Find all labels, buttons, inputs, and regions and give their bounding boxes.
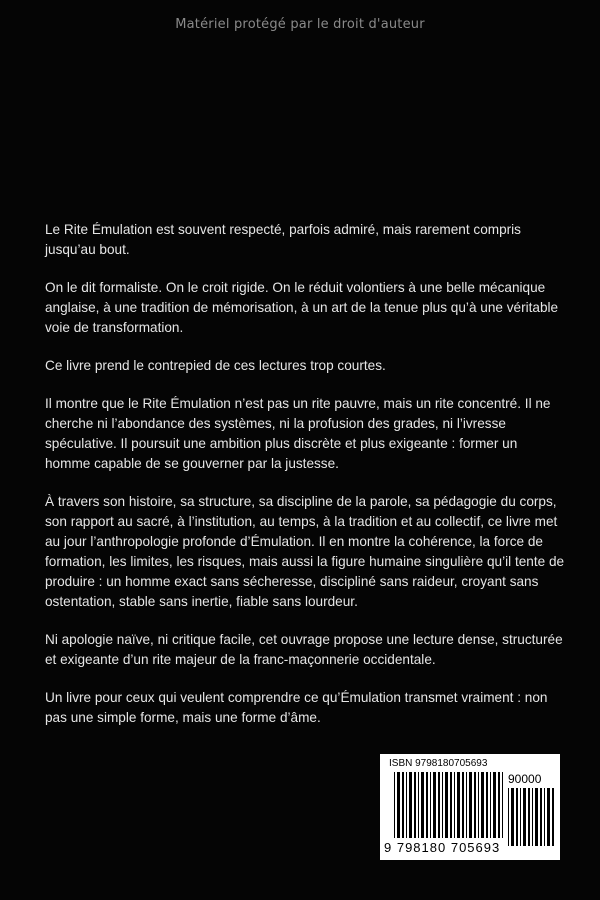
price-code: 90000 <box>508 772 542 786</box>
barcode-bar <box>414 772 416 838</box>
barcode-bar <box>442 772 443 838</box>
blurb-paragraph: À travers son histoire, sa structure, sa discipline de la parole, sa pédagogie du corps, son rapport au sacré, à l’institution, au temps, à la tradition et au collectif, ce livre met au jour l’anthropologie profonde d’Émulation. Il en montre la cohérence, la force de formation, les limites, les risques, mais aussi la figure humaine singulière qu’il tente de produire : un homme exact sans sécheresse, discipliné sans raideur, croyant sans ostentation, stable sans inertie, fiable sans lourdeur. <box>45 494 565 609</box>
barcode-bar <box>520 788 521 846</box>
barcode-bar <box>462 772 464 838</box>
barcode-bar <box>552 788 554 846</box>
barcode-bar <box>532 788 533 846</box>
barcode-bar <box>421 772 424 838</box>
barcode-bar <box>426 772 428 838</box>
blurb-paragraph: Ni apologie naïve, ni critique facile, cet ouvrage propose une lecture dense, structurée et exigeante d’un rite majeur de la franc-maçonnerie occidentale. <box>45 632 563 667</box>
barcode-bar <box>438 772 440 838</box>
barcode-bar <box>502 772 503 838</box>
barcode-bar <box>430 772 431 838</box>
barcode-bar <box>445 772 448 838</box>
barcode-bar <box>544 788 545 846</box>
barcode-bar <box>508 788 509 846</box>
barcode-bar <box>474 772 476 838</box>
barcode-bar <box>493 772 496 838</box>
isbn-barcode-box <box>380 754 560 860</box>
barcode-bar <box>466 772 467 838</box>
barcode-bar <box>402 772 404 838</box>
barcode-bar <box>409 772 412 838</box>
barcode-bar <box>481 772 484 838</box>
barcode-bar <box>457 772 460 838</box>
barcode-bar <box>540 788 542 846</box>
blurb-paragraph: Un livre pour ceux qui veulent comprendre ce qu’Émulation transmet vraiment : non pas une simple forme, mais une forme d’âme. <box>45 690 548 725</box>
barcode-bar <box>547 788 550 846</box>
barcode-bar <box>450 772 452 838</box>
barcode-bar <box>516 788 518 846</box>
blurb-paragraph: Il montre que le Rite Émulation n’est pas un rite pauvre, mais un rite concentré. Il ne cherche ni l’abondance des systèmes, ni la profusion des grades, ni l’ivresse spéculative. Il poursuit une ambition plus discrète et plus exigeante : former un homme capable de se gouverner par la justesse. <box>45 396 551 471</box>
back-cover-blurb <box>45 220 565 746</box>
barcode-bar <box>454 772 455 838</box>
isbn-digits: 9 798180 705693 <box>384 840 501 855</box>
barcode-bar <box>490 772 491 838</box>
blurb-paragraph: Le Rite Émulation est souvent respecté, parfois admiré, mais rarement compris jusqu’au bout. <box>45 222 521 257</box>
barcode-bar <box>418 772 419 838</box>
blurb-paragraph: Ce livre prend le contrepied de ces lectures trop courtes. <box>45 358 386 373</box>
barcode-bar <box>394 772 395 838</box>
barcode-bar <box>523 788 526 846</box>
copyright-watermark-top: Matériel protégé par le droit d'auteur <box>175 17 425 32</box>
barcode-bar <box>498 772 500 838</box>
barcode-bar <box>535 788 538 846</box>
blurb-paragraph: On le dit formaliste. On le croit rigide. On le réduit volontiers à une belle mécanique anglaise, à une tradition de mémorisation, à un art de la tenue plus qu’à une véritable voie de transformation. <box>45 280 559 335</box>
barcode-bar <box>433 772 436 838</box>
isbn-label: ISBN 9798180705693 <box>389 758 488 769</box>
barcode-bar <box>528 788 530 846</box>
barcode-bar <box>469 772 472 838</box>
barcode-bar <box>397 772 400 838</box>
barcode-bar <box>486 772 488 838</box>
barcode-bar <box>406 772 407 838</box>
barcode-bar <box>511 788 514 846</box>
barcode-bar <box>478 772 479 838</box>
